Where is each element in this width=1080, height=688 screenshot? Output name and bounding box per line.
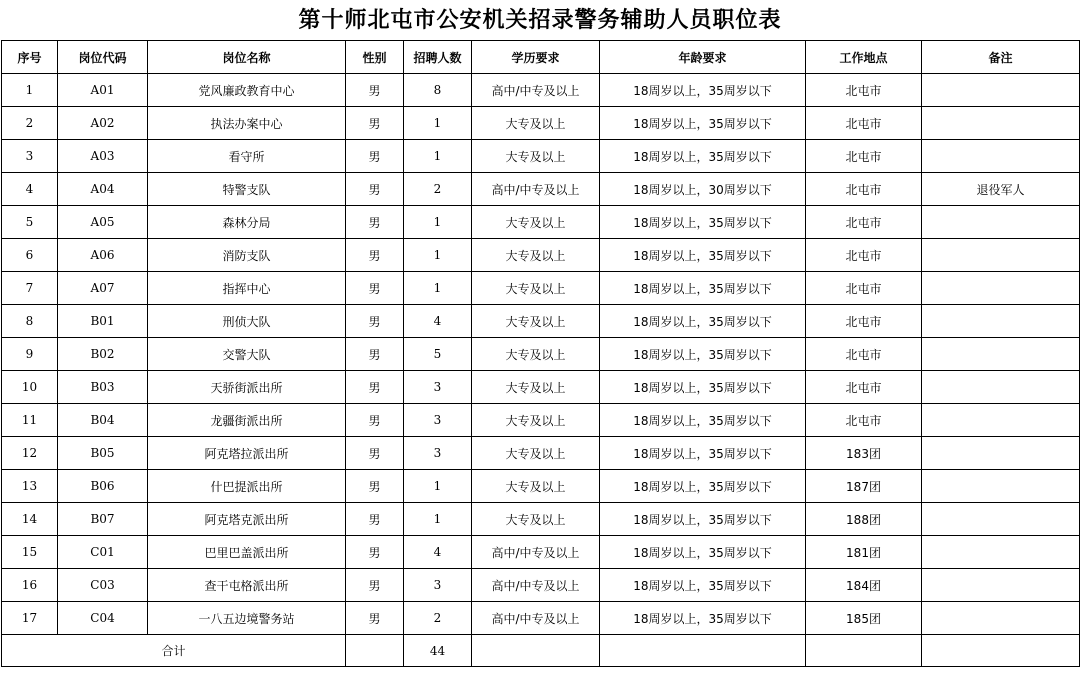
position-name: 特警支队 <box>148 173 346 206</box>
education-requirement: 大专及以上 <box>472 338 600 371</box>
position-code: A03 <box>58 140 148 173</box>
total-empty-cell <box>472 635 600 667</box>
headcount: 3 <box>404 404 472 437</box>
gender: 男 <box>346 305 404 338</box>
education-requirement: 高中/中专及以上 <box>472 74 600 107</box>
age-requirement: 18周岁以上，35周岁以下 <box>600 338 806 371</box>
remarks <box>922 437 1080 470</box>
work-location: 北屯市 <box>806 305 922 338</box>
row-index: 12 <box>2 437 58 470</box>
age-requirement: 18周岁以上，35周岁以下 <box>600 602 806 635</box>
position-code: B06 <box>58 470 148 503</box>
position-code: B07 <box>58 503 148 536</box>
remarks <box>922 239 1080 272</box>
age-requirement: 18周岁以上，35周岁以下 <box>600 437 806 470</box>
total-count: 44 <box>404 635 472 667</box>
gender: 男 <box>346 173 404 206</box>
gender: 男 <box>346 536 404 569</box>
work-location: 北屯市 <box>806 272 922 305</box>
position-name: 交警大队 <box>148 338 346 371</box>
position-name: 看守所 <box>148 140 346 173</box>
headcount: 1 <box>404 503 472 536</box>
headcount: 5 <box>404 338 472 371</box>
total-empty-cell <box>346 635 404 667</box>
position-name: 党风廉政教育中心 <box>148 74 346 107</box>
remarks <box>922 536 1080 569</box>
row-index: 4 <box>2 173 58 206</box>
age-requirement: 18周岁以上，35周岁以下 <box>600 107 806 140</box>
row-index: 5 <box>2 206 58 239</box>
row-index: 7 <box>2 272 58 305</box>
position-name: 森林分局 <box>148 206 346 239</box>
header-cell: 年龄要求 <box>600 41 806 74</box>
age-requirement: 18周岁以上，35周岁以下 <box>600 569 806 602</box>
table-row <box>2 602 1080 635</box>
gender: 男 <box>346 503 404 536</box>
total-row <box>2 635 1080 667</box>
remarks <box>922 470 1080 503</box>
education-requirement: 高中/中专及以上 <box>472 569 600 602</box>
remarks <box>922 206 1080 239</box>
page-title: 第十师北屯市公安机关招录警务辅助人员职位表 <box>298 7 782 33</box>
headcount: 2 <box>404 173 472 206</box>
positions-table <box>1 40 1080 667</box>
position-code: A07 <box>58 272 148 305</box>
work-location: 188团 <box>806 503 922 536</box>
position-code: A06 <box>58 239 148 272</box>
headcount: 8 <box>404 74 472 107</box>
education-requirement: 大专及以上 <box>472 206 600 239</box>
table-row <box>2 239 1080 272</box>
education-requirement: 大专及以上 <box>472 470 600 503</box>
education-requirement: 大专及以上 <box>472 140 600 173</box>
gender: 男 <box>346 272 404 305</box>
education-requirement: 高中/中专及以上 <box>472 173 600 206</box>
gender: 男 <box>346 206 404 239</box>
position-code: A01 <box>58 74 148 107</box>
header-cell: 序号 <box>2 41 58 74</box>
gender: 男 <box>346 404 404 437</box>
headcount: 1 <box>404 239 472 272</box>
education-requirement: 大专及以上 <box>472 305 600 338</box>
age-requirement: 18周岁以上，35周岁以下 <box>600 536 806 569</box>
remarks <box>922 74 1080 107</box>
headcount: 1 <box>404 470 472 503</box>
education-requirement: 高中/中专及以上 <box>472 536 600 569</box>
row-index: 11 <box>2 404 58 437</box>
table-row <box>2 140 1080 173</box>
age-requirement: 18周岁以上，35周岁以下 <box>600 305 806 338</box>
position-name: 阿克塔克派出所 <box>148 503 346 536</box>
work-location: 北屯市 <box>806 404 922 437</box>
position-name: 阿克塔拉派出所 <box>148 437 346 470</box>
row-index: 9 <box>2 338 58 371</box>
table-row <box>2 470 1080 503</box>
position-code: B04 <box>58 404 148 437</box>
remarks <box>922 140 1080 173</box>
position-name: 一八五边境警务站 <box>148 602 346 635</box>
table-body <box>2 74 1080 635</box>
age-requirement: 18周岁以上，35周岁以下 <box>600 371 806 404</box>
row-index: 1 <box>2 74 58 107</box>
table-row <box>2 569 1080 602</box>
total-empty-cell <box>806 635 922 667</box>
position-name: 刑侦大队 <box>148 305 346 338</box>
age-requirement: 18周岁以上，35周岁以下 <box>600 503 806 536</box>
age-requirement: 18周岁以上，35周岁以下 <box>600 140 806 173</box>
table-row <box>2 437 1080 470</box>
remarks <box>922 305 1080 338</box>
table-row <box>2 272 1080 305</box>
gender: 男 <box>346 338 404 371</box>
headcount: 2 <box>404 602 472 635</box>
position-name: 查干屯格派出所 <box>148 569 346 602</box>
age-requirement: 18周岁以上，35周岁以下 <box>600 74 806 107</box>
total-empty-cell <box>922 635 1080 667</box>
education-requirement: 大专及以上 <box>472 239 600 272</box>
total-empty-cell <box>600 635 806 667</box>
work-location: 北屯市 <box>806 74 922 107</box>
education-requirement: 大专及以上 <box>472 503 600 536</box>
position-code: B05 <box>58 437 148 470</box>
row-index: 13 <box>2 470 58 503</box>
headcount: 3 <box>404 569 472 602</box>
education-requirement: 大专及以上 <box>472 371 600 404</box>
work-location: 北屯市 <box>806 140 922 173</box>
header-row <box>2 41 1080 74</box>
remarks <box>922 404 1080 437</box>
position-code: C03 <box>58 569 148 602</box>
row-index: 2 <box>2 107 58 140</box>
age-requirement: 18周岁以上，35周岁以下 <box>600 239 806 272</box>
age-requirement: 18周岁以上，35周岁以下 <box>600 272 806 305</box>
header-cell: 工作地点 <box>806 41 922 74</box>
position-code: B01 <box>58 305 148 338</box>
remarks <box>922 602 1080 635</box>
remarks <box>922 371 1080 404</box>
table-row <box>2 503 1080 536</box>
table-row <box>2 536 1080 569</box>
age-requirement: 18周岁以上，35周岁以下 <box>600 470 806 503</box>
table-row <box>2 107 1080 140</box>
education-requirement: 高中/中专及以上 <box>472 602 600 635</box>
position-name: 巴里巴盖派出所 <box>148 536 346 569</box>
headcount: 1 <box>404 272 472 305</box>
gender: 男 <box>346 437 404 470</box>
work-location: 北屯市 <box>806 107 922 140</box>
position-name: 什巴提派出所 <box>148 470 346 503</box>
gender: 男 <box>346 107 404 140</box>
headcount: 1 <box>404 140 472 173</box>
gender: 男 <box>346 371 404 404</box>
remarks <box>922 503 1080 536</box>
work-location: 183团 <box>806 437 922 470</box>
row-index: 6 <box>2 239 58 272</box>
gender: 男 <box>346 470 404 503</box>
position-name: 指挥中心 <box>148 272 346 305</box>
position-code: B03 <box>58 371 148 404</box>
table-row <box>2 305 1080 338</box>
total-label: 合计 <box>2 635 346 667</box>
row-index: 17 <box>2 602 58 635</box>
education-requirement: 大专及以上 <box>472 437 600 470</box>
gender: 男 <box>346 569 404 602</box>
work-location: 184团 <box>806 569 922 602</box>
headcount: 4 <box>404 536 472 569</box>
headcount: 3 <box>404 437 472 470</box>
remarks <box>922 272 1080 305</box>
position-code: A02 <box>58 107 148 140</box>
row-index: 10 <box>2 371 58 404</box>
position-code: C01 <box>58 536 148 569</box>
header-cell: 备注 <box>922 41 1080 74</box>
header-cell: 招聘人数 <box>404 41 472 74</box>
headcount: 1 <box>404 107 472 140</box>
age-requirement: 18周岁以上，35周岁以下 <box>600 206 806 239</box>
header-cell: 性别 <box>346 41 404 74</box>
table-row <box>2 404 1080 437</box>
position-code: A04 <box>58 173 148 206</box>
position-code: A05 <box>58 206 148 239</box>
gender: 男 <box>346 74 404 107</box>
position-name: 龙疆街派出所 <box>148 404 346 437</box>
headcount: 4 <box>404 305 472 338</box>
age-requirement: 18周岁以上，30周岁以下 <box>600 173 806 206</box>
work-location: 187团 <box>806 470 922 503</box>
header-cell: 岗位名称 <box>148 41 346 74</box>
row-index: 14 <box>2 503 58 536</box>
table-row <box>2 74 1080 107</box>
work-location: 北屯市 <box>806 206 922 239</box>
header-cell: 岗位代码 <box>58 41 148 74</box>
gender: 男 <box>346 239 404 272</box>
work-location: 北屯市 <box>806 239 922 272</box>
headcount: 1 <box>404 206 472 239</box>
remarks <box>922 569 1080 602</box>
work-location: 181团 <box>806 536 922 569</box>
header-cell: 学历要求 <box>472 41 600 74</box>
position-name: 消防支队 <box>148 239 346 272</box>
education-requirement: 大专及以上 <box>472 404 600 437</box>
position-name: 天骄街派出所 <box>148 371 346 404</box>
remarks <box>922 338 1080 371</box>
gender: 男 <box>346 140 404 173</box>
position-code: B02 <box>58 338 148 371</box>
position-code: C04 <box>58 602 148 635</box>
remarks: 退役军人 <box>922 173 1080 206</box>
work-location: 北屯市 <box>806 173 922 206</box>
table-row <box>2 173 1080 206</box>
table-row <box>2 206 1080 239</box>
table-row <box>2 338 1080 371</box>
row-index: 15 <box>2 536 58 569</box>
education-requirement: 大专及以上 <box>472 107 600 140</box>
work-location: 185团 <box>806 602 922 635</box>
remarks <box>922 107 1080 140</box>
table-row <box>2 371 1080 404</box>
row-index: 16 <box>2 569 58 602</box>
headcount: 3 <box>404 371 472 404</box>
row-index: 8 <box>2 305 58 338</box>
age-requirement: 18周岁以上，35周岁以下 <box>600 404 806 437</box>
gender: 男 <box>346 602 404 635</box>
work-location: 北屯市 <box>806 371 922 404</box>
position-name: 执法办案中心 <box>148 107 346 140</box>
work-location: 北屯市 <box>806 338 922 371</box>
row-index: 3 <box>2 140 58 173</box>
education-requirement: 大专及以上 <box>472 272 600 305</box>
